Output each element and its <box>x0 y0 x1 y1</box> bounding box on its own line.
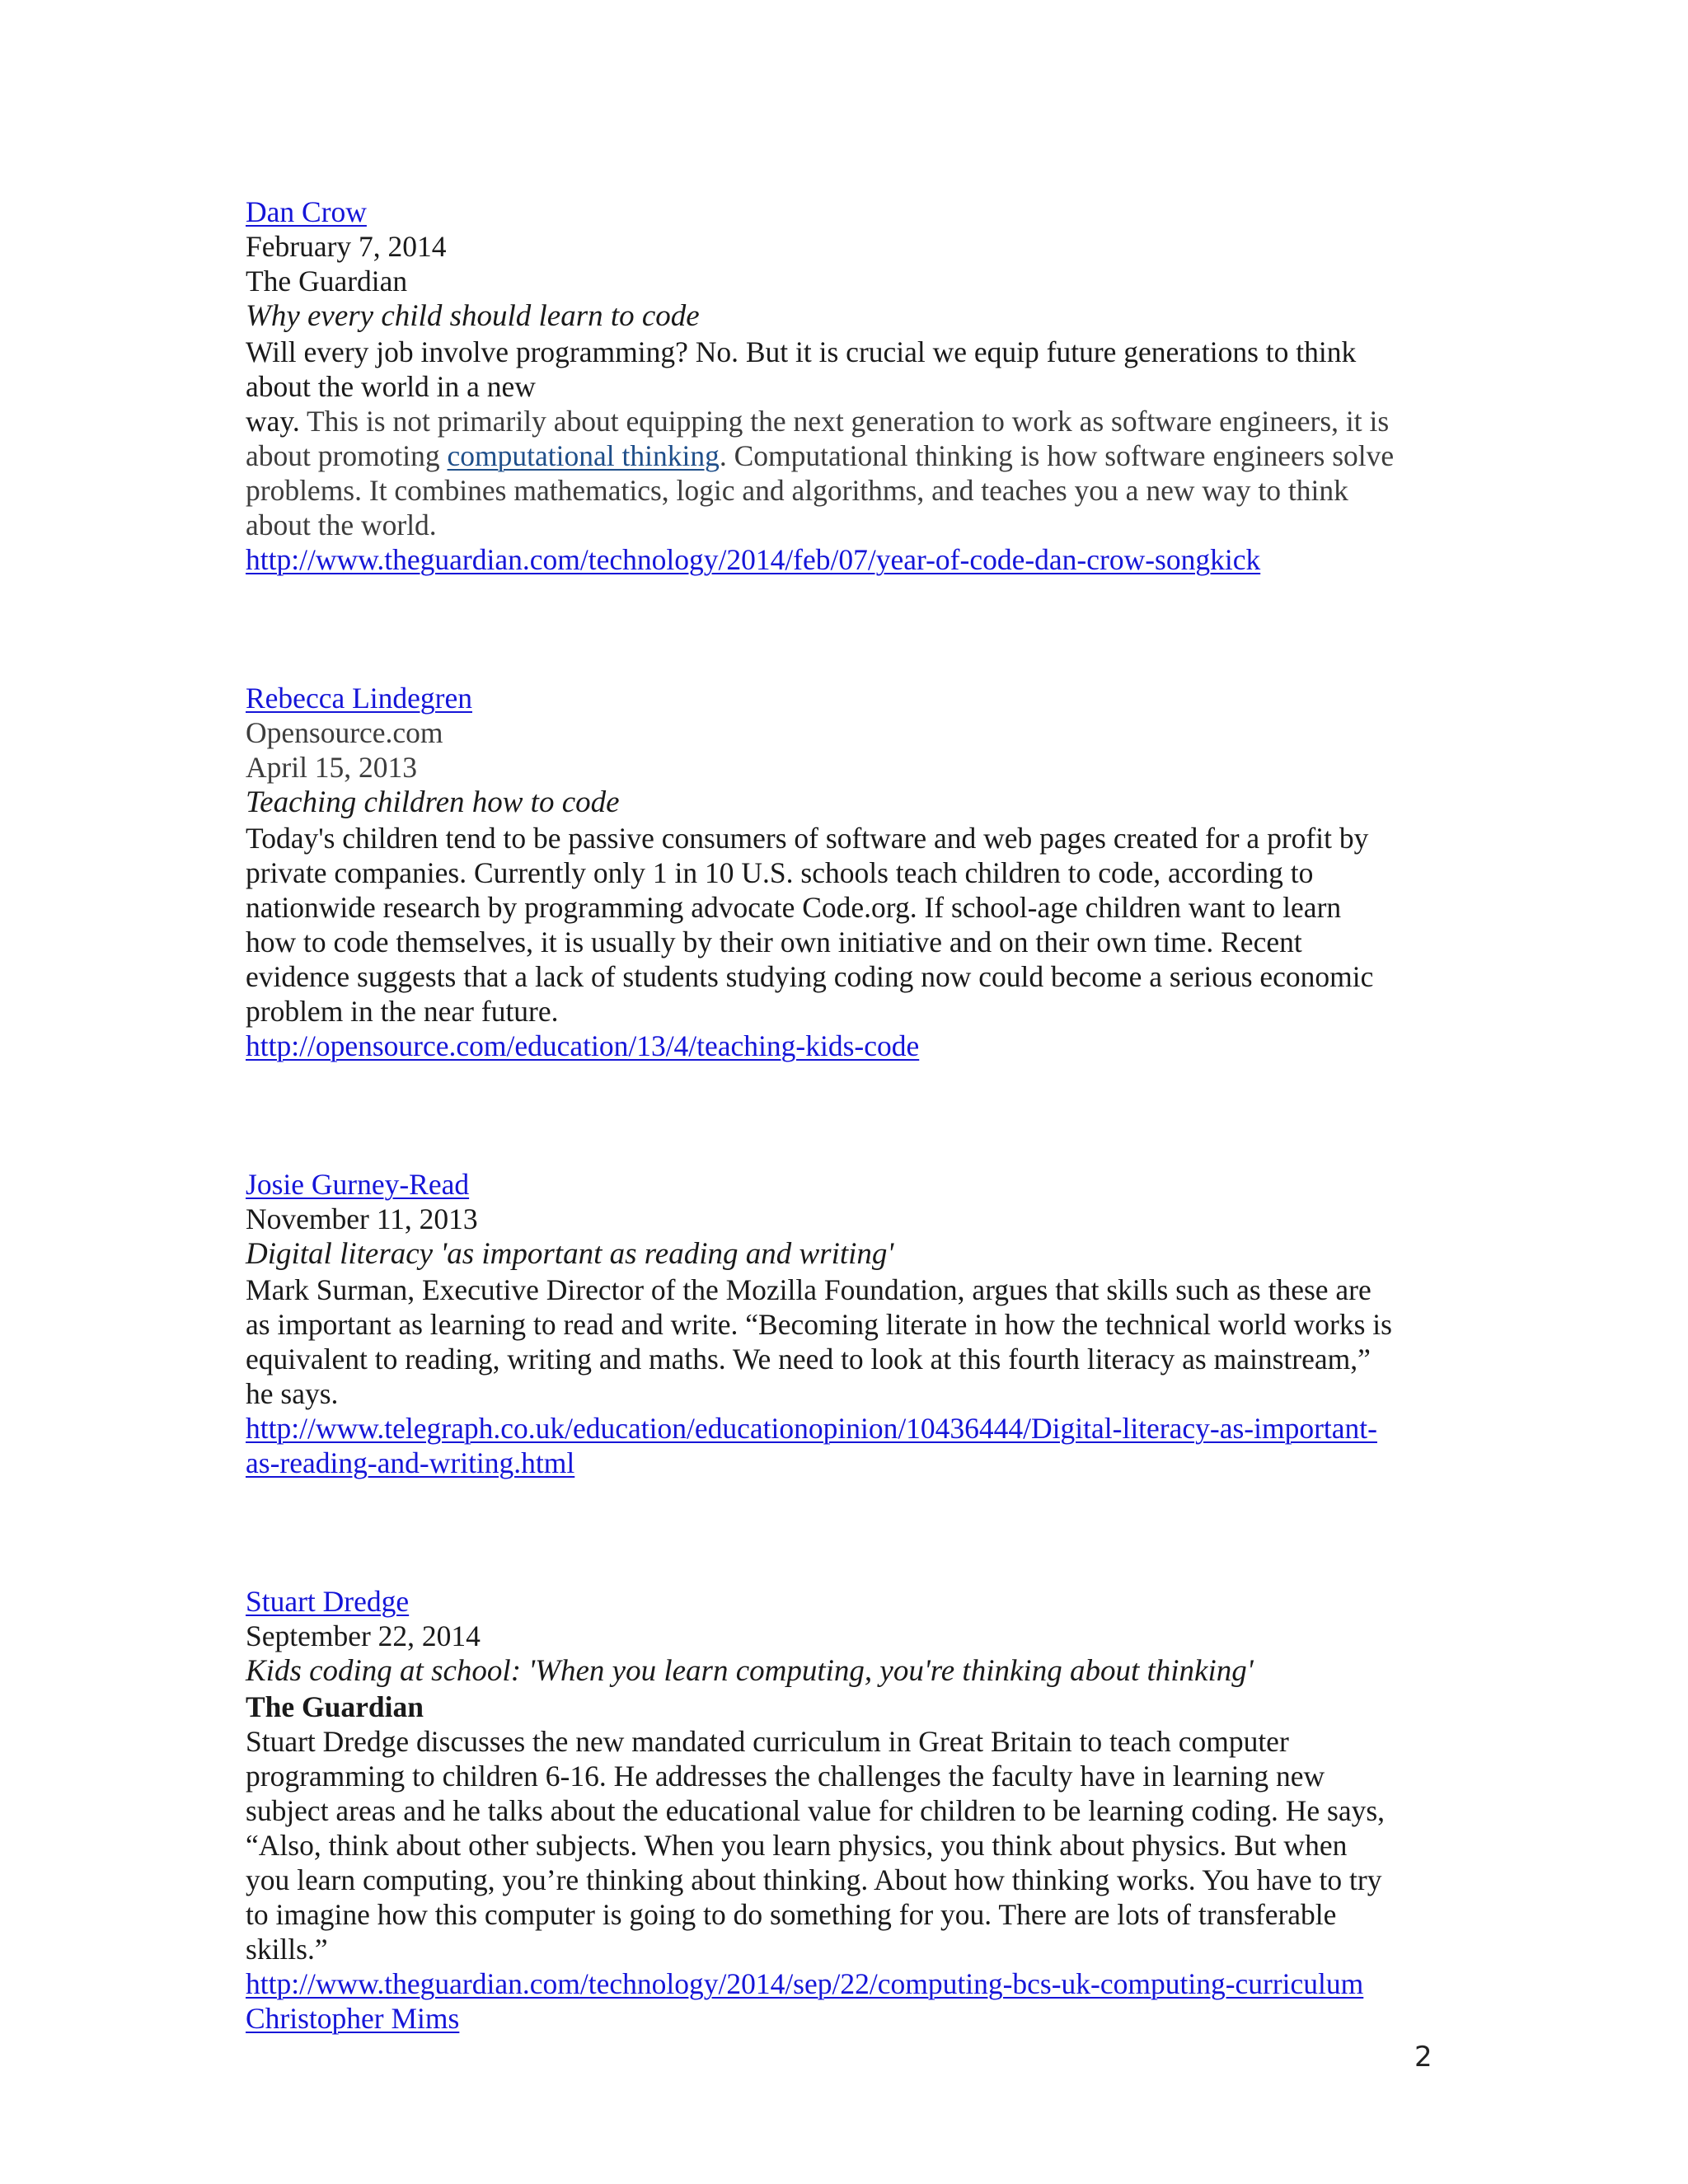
entry-title: Teaching children how to code <box>246 785 620 819</box>
entry-body-line: equivalent to reading, writing and maths. We need to look at this fourth literacy as mainstream,” <box>246 1343 1371 1376</box>
author-link[interactable]: Josie Gurney-Read <box>246 1168 470 1201</box>
entry-body-line: nationwide research by programming advocate Code.org. If school-age children want to learn <box>246 891 1342 924</box>
entry-body-line: Will every job involve programming? No. But it is crucial we equip future generations to think <box>246 335 1357 368</box>
entry-body-line: Mark Surman, Executive Director of the Mozilla Foundation, argues that skills such as these are <box>246 1273 1372 1306</box>
entry-body-line: he says. <box>246 1377 339 1410</box>
entry-date: February 7, 2014 <box>246 230 447 263</box>
entry-body-line: programming to children 6-16. He addresses the challenges the faculty have in learning new <box>246 1760 1325 1793</box>
author-link[interactable]: Dan Crow <box>246 195 367 228</box>
body-text: way. <box>246 405 300 438</box>
entry-title: Why every child should learn to code <box>246 299 700 333</box>
article-url-link[interactable]: http://www.theguardian.com/technology/2014/feb/07/year-of-code-dan-crow-songkick <box>246 543 1261 576</box>
entry-source: The Guardian <box>246 265 408 298</box>
author-link[interactable]: Stuart Dredge <box>246 1585 410 1618</box>
article-url-link-continued[interactable]: as-reading-and-writing.html <box>246 1446 575 1479</box>
entry-spacer <box>246 577 1449 681</box>
computational-thinking-link[interactable]: computational thinking <box>447 439 720 472</box>
entry-date: November 11, 2013 <box>246 1202 478 1235</box>
entry-dan-crow <box>246 194 1449 577</box>
entry-body-line: subject areas and he talks about the educational value for children to be learning coding. He says, <box>246 1794 1386 1827</box>
entry-josie-gurney-read <box>246 1167 1449 1480</box>
entry-source: Opensource.com <box>246 716 443 749</box>
document-page <box>246 194 1449 2036</box>
entry-date: April 15, 2013 <box>246 751 418 784</box>
entry-stuart-dredge <box>246 1584 1449 2036</box>
entry-body-line: private companies. Currently only 1 in 10 U.S. schools teach children to code, according to <box>246 856 1314 889</box>
author-link-next[interactable]: Christopher Mims <box>246 2002 460 2035</box>
entry-body-line: to imagine how this computer is going to do something for you. There are lots of transferable <box>246 1898 1337 1931</box>
page-number: 2 <box>1414 2041 1432 2074</box>
entry-body-line: Stuart Dredge discusses the new mandated curriculum in Great Britain to teach computer <box>246 1725 1289 1758</box>
entry-body-line <box>246 404 1449 438</box>
body-text: . Computational thinking is how software engineers solve <box>719 439 1395 472</box>
entry-body-line: you learn computing, you’re thinking about thinking. About how thinking works. You have to try <box>246 1863 1382 1896</box>
entry-body-line: Today's children tend to be passive consumers of software and web pages created for a profit by <box>246 822 1369 855</box>
entry-body-line: problems. It combines mathematics, logic and algorithms, and teaches you a new way to think <box>246 474 1348 507</box>
article-url-link[interactable]: http://www.telegraph.co.uk/education/educationopinion/10436444/Digital-literacy-as-important- <box>246 1412 1377 1445</box>
entry-body-line: “Also, think about other subjects. When you learn physics, you think about physics. But when <box>246 1829 1348 1862</box>
entry-spacer <box>246 1063 1449 1167</box>
entry-body-line: about the world in a new <box>246 370 536 403</box>
entry-body-line: how to code themselves, it is usually by their own initiative and on their own time. Recent <box>246 926 1302 958</box>
entry-title: Kids coding at school: 'When you learn computing, you're thinking about thinking' <box>246 1654 1254 1688</box>
body-text: This is not primarily about equipping the next generation to work as software engineers, it is <box>299 405 1390 438</box>
entry-title: Digital literacy 'as important as reading and writing' <box>246 1237 894 1271</box>
body-text: about promoting <box>246 439 448 472</box>
entry-source: The Guardian <box>246 1690 424 1723</box>
entry-body-line: problem in the near future. <box>246 995 559 1028</box>
entry-rebecca-lindegren <box>246 681 1449 1063</box>
entry-body-line: as important as learning to read and write. “Becoming literate in how the technical world works is <box>246 1308 1392 1341</box>
entry-body-line: skills.” <box>246 1933 328 1966</box>
article-url-link[interactable]: http://opensource.com/education/13/4/teaching-kids-code <box>246 1029 920 1062</box>
article-url-link[interactable]: http://www.theguardian.com/technology/2014/sep/22/computing-bcs-uk-computing-curriculum <box>246 1967 1364 2000</box>
entry-date: September 22, 2014 <box>246 1619 481 1652</box>
entry-body-line <box>246 438 1449 473</box>
entry-spacer <box>246 1480 1449 1584</box>
entry-body-line: about the world. <box>246 509 437 541</box>
entry-body-line: evidence suggests that a lack of students studying coding now could become a serious economic <box>246 960 1374 993</box>
author-link[interactable]: Rebecca Lindegren <box>246 682 472 715</box>
